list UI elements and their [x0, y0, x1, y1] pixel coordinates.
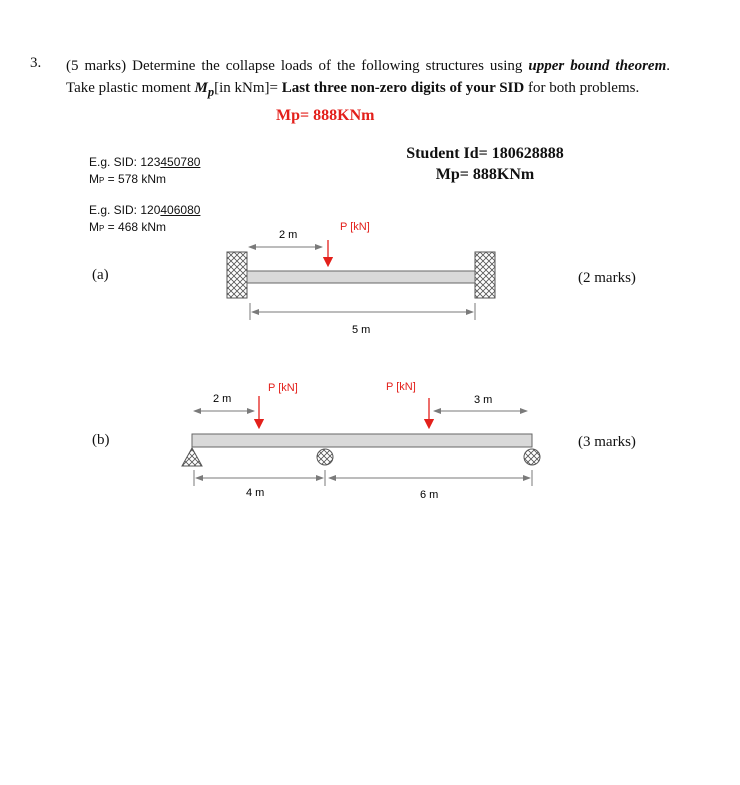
example-1-mp-value: = 578 kNm	[104, 172, 167, 186]
beam-b	[192, 434, 532, 447]
part-a-label: (a)	[92, 267, 109, 283]
sid-instruction: Last three non-zero digits of your SID	[281, 80, 525, 96]
question-number: 3.	[30, 55, 42, 71]
beam-a	[247, 271, 475, 283]
red-mp-value: Mp= 888KNm	[276, 107, 375, 124]
unit-text: [in kNm]=	[214, 80, 282, 96]
dim-a-load-text: 2 m	[279, 229, 298, 241]
example-2-sid-prefix: E.g. SID: 120	[89, 203, 161, 217]
dim-b-load2-text: 3 m	[474, 394, 493, 406]
load-b1-text: P [kN]	[268, 382, 298, 394]
example-1-mp-prefix: M	[89, 172, 99, 186]
pin-support	[182, 448, 202, 466]
question-intro: (5 marks) Determine the collapse loads of the following structures using	[66, 58, 529, 74]
dim-b-span1-text: 4 m	[246, 487, 265, 499]
example-2-mp-sub: P	[99, 224, 105, 233]
question-middle: . Take plastic moment	[66, 58, 670, 96]
load-a-text: P [kN]	[340, 221, 370, 233]
roller-support-middle	[317, 449, 333, 465]
example-2-sid-underlined: 406080	[160, 203, 201, 217]
example-2-mp-prefix: M	[89, 220, 99, 234]
part-b-label: (b)	[92, 432, 110, 448]
mp-symbol: M	[194, 80, 208, 96]
fixed-support-right	[475, 252, 495, 298]
roller-support-right	[524, 449, 540, 465]
example-1-mp-sub: P	[99, 176, 105, 185]
upper-bound-text: upper bound theorem	[528, 58, 667, 74]
load-b2-text: P [kN]	[386, 381, 416, 393]
diagram-a	[227, 221, 495, 336]
diagram-b	[182, 381, 540, 501]
question-ending: for both problems.	[524, 80, 640, 96]
example-1-sid-prefix: E.g. SID: 123	[89, 155, 161, 169]
student-id: Student Id= 180628888	[406, 145, 564, 162]
mp-subscript: p	[207, 85, 215, 99]
student-mp: Mp= 888KNm	[435, 166, 535, 183]
part-a-marks: (2 marks)	[578, 270, 636, 286]
example-1-sid-underlined: 450780	[160, 155, 201, 169]
dim-a-span-text: 5 m	[352, 324, 371, 336]
part-b-marks: (3 marks)	[578, 434, 636, 450]
fixed-support-left	[227, 252, 247, 298]
example-2-mp-value: = 468 kNm	[104, 220, 167, 234]
dim-b-load1-text: 2 m	[213, 393, 232, 405]
dim-b-span2-text: 6 m	[420, 489, 439, 501]
